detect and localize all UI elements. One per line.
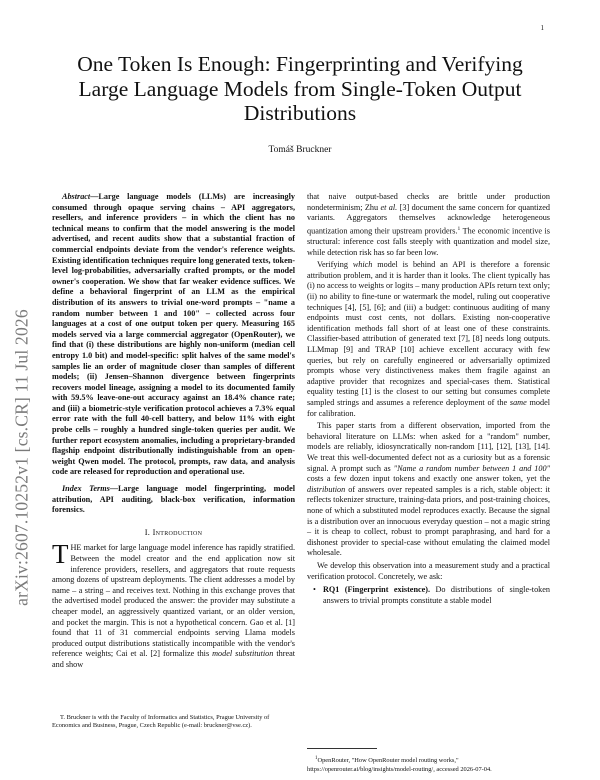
author-name: Tomáš Bruckner — [268, 145, 332, 155]
list-item — [313, 585, 550, 606]
arxiv-identifier: arXiv:2607.10252v1 [cs.CR] 11 Jul 2026 — [11, 309, 32, 606]
abstract — [52, 192, 295, 478]
rq1-text: Do distributions of single-token answers to trivial prompts constitute a stable model — [323, 585, 550, 605]
emphasis-run: same — [509, 398, 527, 408]
intro-text: market for large language model inference has rapidly stratified. Between the model creator and the end application now sit inference providers, resellers, and aggregators that route requests among dozens of upstream deployments. The client addresses a model by name – a string – and receives text. Nothing in this exchange proves that the advertised model produced the answer: the provider may substitute a cheaper model, an aggressively quantized variant, or an older version, and pocket the margin. This is not a hypothetical concern. Gao et al. [1] found that 11 of 31 commercial endpoints serving Llama models produced output distributions statistically incompatible with the vendor's reference weights; Cai et al. [2] formalize this — [52, 543, 295, 659]
text-run: The economic incentive is structural: inference cost falls steeply with quantization and model size, while detection risk has so far been low. — [307, 226, 550, 257]
right-footnote-block — [307, 742, 550, 780]
right-paragraph-1 — [307, 192, 550, 258]
footnote-marker: 1 — [457, 225, 461, 232]
left-column — [52, 192, 295, 671]
index-terms-text: —Large language model fingerprinting, model attribution, API auditing, black-box verification, information forensics. — [52, 484, 296, 515]
right-column — [307, 192, 550, 606]
intro-first-word: HE — [70, 543, 82, 553]
text-run: model for calibration. — [307, 398, 550, 418]
page-number: 1 — [540, 24, 544, 32]
abstract-label: Abstract — [62, 192, 91, 201]
emphasis-run: et al. — [380, 202, 398, 212]
text-run: costs a few dozen input tokens and exactly one answer token, yet the — [307, 474, 550, 484]
intro-dropcap: T — [52, 539, 69, 570]
right-paragraph-4: We develop this observation into a measurement study and a practical verification protocol. Concretely, we ask: — [307, 560, 550, 581]
text-run: This paper starts from a different observation, imported from the behavioral literature on LLMs: when asked for a "random" number, models are reliably, idiosyncratically non-random [11], [12], [13], [14]. We treat this well-documented defect not as a curiosity but as a forensic signal. A prompt such as — [307, 421, 550, 473]
abstract-text: —Large language models (LLMs) are increasingly consumed through opaque serving chains – API aggregators, resellers, and inference providers – in which the client has no technical means to confirm that the model answering is the model advertised, and recent audits show that a substantial fraction of commercial endpoints deviate from the vendor's reference weights. Existing identification techniques require long generated texts, token-level log-probabilities, adversarially crafted prompts, or the model owner's cooperation. We show that far weaker evidence suffices. We define a behavioral fingerprint of an LLM as the empirical distribution of its answers to trivial one-word prompts – "name a random number between 1 and 100" – collected across four languages at a cost of one output token per query. Measuring 165 models served via a large commercial aggregator (OpenRouter), we find that (i) these distributions are highly non-uniform (median cell entropy 1.0 bit) and model-specific: split halves of the same model's samples lie an order of magnitude closer than samples of different models; (ii) Jensen–Shannon divergence between fingerprints recovers model lineage, assigning a model to its documented family with 59.5% leave-one-out accuracy against an 18.4% chance rate; and (iii) a biometric-style verification protocol achieves a 7.3% equal error rate with the full 40-cell battery, and below 11% with eight probe cells – roughly a hundred single-token queries per audit. We further report ecosystem anomalies, including a proprietary-branded flagship endpoint distributionally indistinguishable from an open-weight Qwen model. The protocol, prompts, raw data, and analysis code are released for reproduction and operational use. — [52, 192, 295, 477]
text-run: that naive output-based checks are brittle under production nondeterminism; Zhu — [307, 192, 550, 212]
text-run: [3] document the same concern for quantized variants. Aggregators themselves acknowledge heterogeneous quantization among their upstream providers. — [307, 202, 550, 236]
intro-paragraph — [52, 539, 296, 670]
text-run: of answers over repeated samples is a rich, stable object: it reflects tokenizer structure, training-data priors, and post-training choices, none of which a substituted model reproduces exactly. Because the signal is a distribution over an innocuous everyday question – not a magic string – it is cheap to collect, robust to prompt paraphrasing, and hard for a dishonest provider to special-case without emulating the claimed model wholesale. — [307, 484, 550, 558]
right-paragraph-3 — [307, 421, 550, 559]
index-terms — [52, 484, 295, 516]
section-heading-introduction: I. Introduction — [144, 527, 203, 537]
emphasis-run: which — [352, 260, 373, 270]
emphasis-run: "Name a random number between 1 and 100" — [393, 463, 551, 473]
paper-title: One Token Is Enough: Fingerprinting and Verifying Large Language Models from Single-Token Output Distributions — [77, 52, 523, 125]
affiliation-footnote-block — [52, 708, 295, 737]
index-terms-label: Index Terms — [62, 484, 110, 494]
rq1-label: RQ1 (Fingerprint existence). — [323, 585, 431, 595]
emphasis-run: distribution — [307, 484, 346, 494]
affiliation-footnote: T. Bruckner is with the Faculty of Informatics and Statistics, Prague University of Economics and Business, Prague, Czech Republic (e-mail: bruckner@vse.cz). — [52, 714, 270, 730]
research-questions-list — [307, 585, 550, 606]
intro-tail: threat and show — [52, 649, 296, 669]
text-run: Verifying — [317, 260, 353, 270]
footnote-text: OpenRouter, "How OpenRouter model routing works," https://openrouter.ai/blog/insights/model-routing/, accessed 2026-07-04. — [307, 757, 492, 773]
right-footnote — [307, 755, 550, 773]
right-paragraph-2 — [307, 260, 550, 419]
intro-emphasis: model substitution — [212, 649, 274, 659]
text-run: model is behind an API is therefore a forensic attribution problem, and it is harder than it looks. The client typically has (i) no access to weights or logits – many production APIs return text only; (ii) no ability to fine-tune or watermark the model, ruling out cooperative techniques [4], [5], [6]; and (iii) a budget: continuous auditing of many endpoints must cost cents, not dollars. Existing non-cooperative identification methods fall short of at least one of these constraints. Classifier-based attribution of generated text [7], [8] needs long outputs. LLMmap [9] and TRAP [10] achieve excellent accuracy with few queries, but rely on carefully engineered or adversarially optimized prompts whose very distinctiveness makes them fragile against an adaptive provider that recognizes and special-cases them. Statistical equality testing [1] is the closest to our setting but consumes complete sampled strings and assumes a reference deployment of the — [307, 260, 551, 408]
footnote-marker: 1 — [315, 756, 318, 762]
bullet-dot: • — [313, 585, 316, 595]
footnote-rule — [307, 748, 377, 749]
